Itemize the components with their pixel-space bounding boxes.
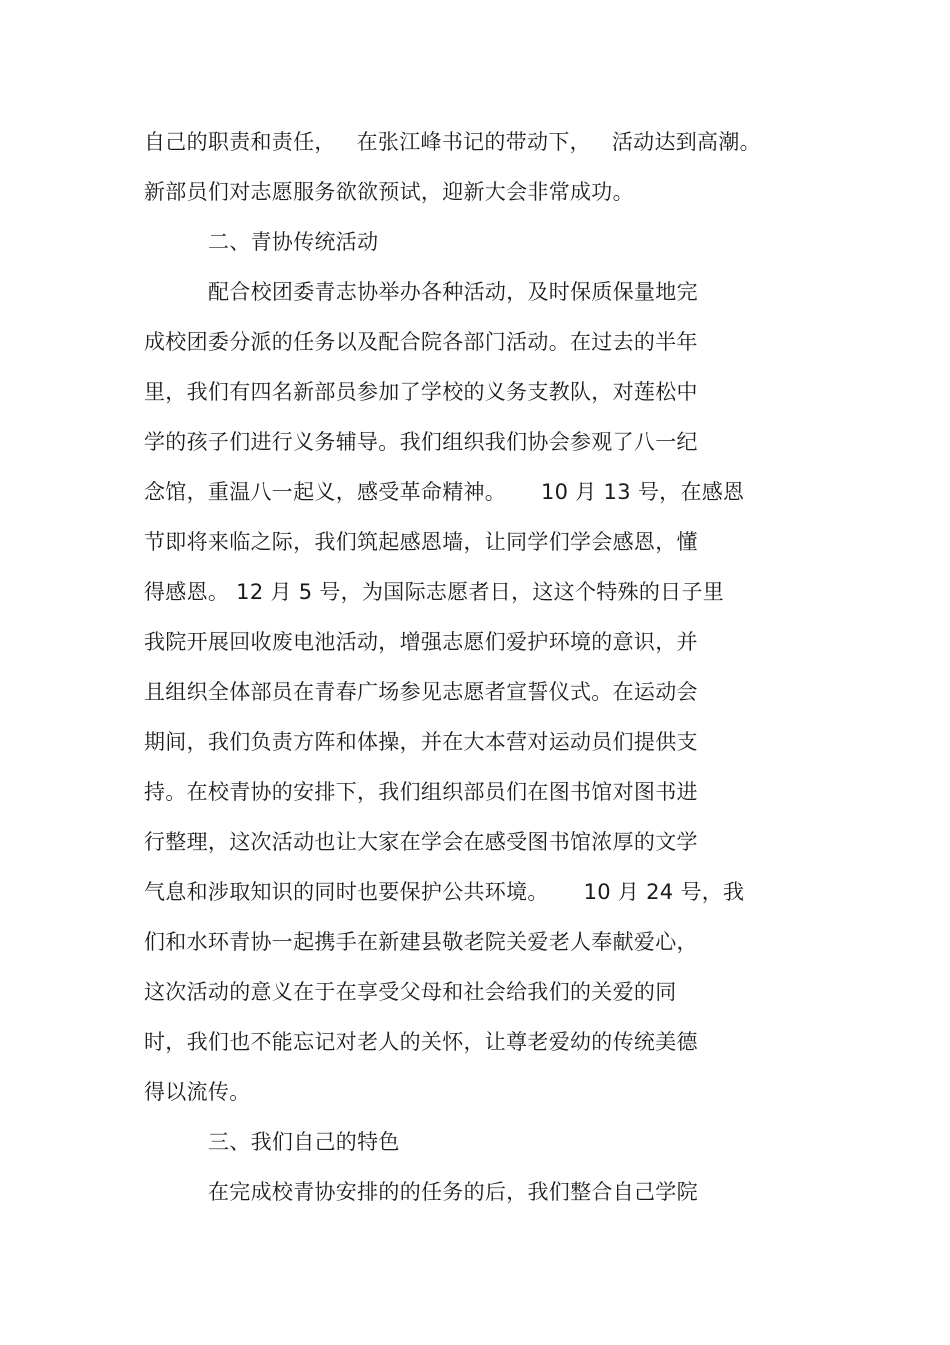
text-line: 持。在校青协的安排下，我们组织部员们在图书馆对图书进: [144, 780, 698, 804]
text-line: 且组织全体部员在青春广场参见志愿者宣誓仪式。在运动会: [144, 680, 698, 704]
text-line: 期间，我们负责方阵和体操，并在大本营对运动员们提供支: [144, 730, 698, 754]
text-line: 自己的职责和责任， 在张江峰书记的带动下， 活动达到高潮。: [144, 130, 761, 154]
text-line: 新部员们对志愿服务欲欲预试，迎新大会非常成功。: [144, 180, 634, 204]
text-line: 得感恩。 12 月 5 号，为国际志愿者日，这这个特殊的日子里: [144, 580, 725, 604]
text-line: 里，我们有四名新部员参加了学校的义务支教队，对莲松中: [144, 380, 698, 404]
text-line: 气息和涉取知识的同时也要保护公共环境。 10 月 24 号，我: [144, 880, 745, 904]
text-line: 时，我们也不能忘记对老人的关怀，让尊老爱幼的传统美德: [144, 1030, 698, 1054]
section-heading: 二、青协传统活动: [208, 230, 379, 254]
text-line: 们和水环青协一起携手在新建县敬老院关爱老人奉献爱心，: [144, 930, 698, 954]
text-line: 我院开展回收废电池活动，增强志愿们爱护环境的意识，并: [144, 630, 698, 654]
text-line: 节即将来临之际，我们筑起感恩墙，让同学们学会感恩，懂: [144, 530, 698, 554]
text-line: 念馆，重温八一起义，感受革命精神。 10 月 13 号，在感恩: [144, 480, 745, 504]
section-heading: 三、我们自己的特色: [208, 1130, 400, 1154]
text-line: 学的孩子们进行义务辅导。我们组织我们协会参观了八一纪: [144, 430, 698, 454]
text-line: 行整理，这次活动也让大家在学会在感受图书馆浓厚的文学: [144, 830, 698, 854]
text-line: 成校团委分派的任务以及配合院各部门活动。在过去的半年: [144, 330, 698, 354]
text-line: 得以流传。: [144, 1080, 251, 1104]
text-line: 这次活动的意义在于在享受父母和社会给我们的关爱的同: [144, 980, 677, 1004]
paragraph-start: 在完成校青协安排的的任务的后，我们整合自己学院: [208, 1180, 698, 1204]
paragraph-start: 配合校团委青志协举办各种活动，及时保质保量地完: [208, 280, 698, 304]
